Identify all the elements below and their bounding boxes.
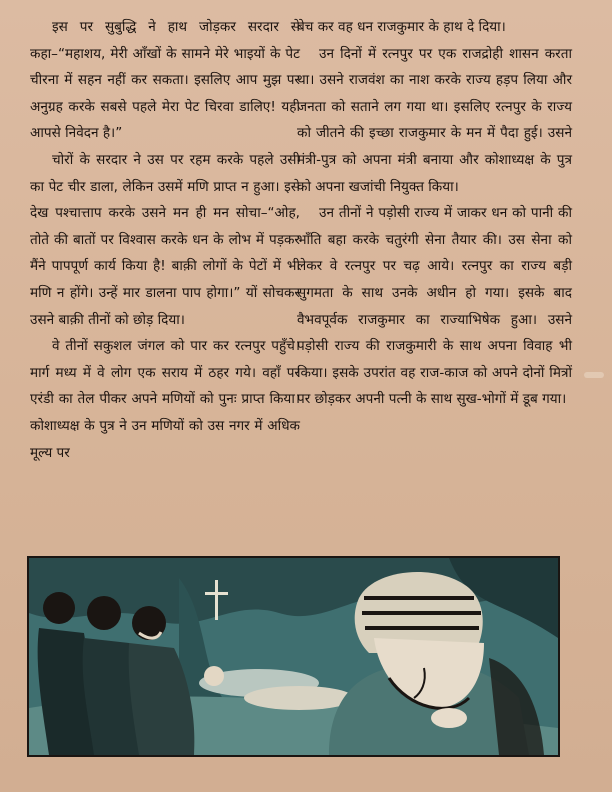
left-text-column <box>30 14 300 466</box>
story-illustration <box>27 556 560 757</box>
right-text-column <box>297 14 572 413</box>
paragraph: उन तीनों ने पड़ोसी राज्य में जाकर धन को पानी की भाँति बहा करके चतुरंगी सेना तैयार की। उस सेना को लेकर वे रत्नपुर पर चढ़ आये। रत्नपुर का राज्य बड़ी सुगमता के साथ उनके अधीन हो गया। इसके बाद वैभवपूर्वक राजकुमार का राज्याभिषेक हुआ। उसने पड़ोसी राज्य की राजकुमारी के साथ अपना विवाह भी किया। इसके उपरांत वह राज-काज को अपने दोनों मित्रों पर छोड़कर अपनी पत्नी के साथ सुख-भोगों में डूब गया। <box>297 205 572 408</box>
paragraph: इस पर सुबुद्धि ने हाथ जोड़कर सरदार से कहा–“महाशय, मेरी आँखों के सामने मेरे भाइयों के पेट चीरना में सहन नहीं कर सकता। इसलिए आप मुझ पर अनुग्रह करके सबसे पहले मेरा पेट चिरवा डालिए! यही आपसे निवेदन है।” <box>30 19 300 142</box>
paragraph: उन दिनों में रत्नपुर पर एक राजद्रोही शासन करता था। उसने राजवंश का नाश करके राज्य हड़प लिया और जनता को सताने लग गया था। इसलिए रत्नपुर के राज्य को जीतने की इच्छा राजकुमार के मन में पैदा हुई। उसने मंत्री-पुत्र को अपना मंत्री बनाया और कोशाध्यक्ष के पुत्र को अपना खजांची नियुक्त किया। <box>297 45 572 195</box>
paragraph: वे तीनों सकुशल जंगल को पार कर रत्नपुर पहुँचे। मार्ग मध्य में वे लोग एक सराय में ठहर गये। वहाँ पर एरंडी का तेल पीकर अपने मणियों को पुनः प्राप्त किया। कोशाध्यक्ष के पुत्र ने उन मणियों को उस नगर में अधिक मूल्य पर <box>30 338 300 461</box>
paragraph: बेच कर वह धन राजकुमार के हाथ दे दिया। <box>297 19 506 35</box>
illustration-scene <box>29 558 558 755</box>
paragraph: चोरों के सरदार ने उस पर रहम करके पहले उसी का पेट चीर डाला, लेकिन उसमें मणि प्राप्त न हुआ। इसे देख पश्चात्ताप करके उसने मन ही मन सोचा–“ओह, तोते की बातों पर विश्वास करके धन के लोभ में पड़कर मैंने पापपूर्ण कार्य किया है! बाक़ी लोगों के पेटों में भी मणि न होंगे। उन्हें मार डालना पाप होगा।” यों सोचकर उसने बाक़ी तीनों को छोड़ दिया। <box>30 151 300 328</box>
page-stain <box>584 372 604 378</box>
